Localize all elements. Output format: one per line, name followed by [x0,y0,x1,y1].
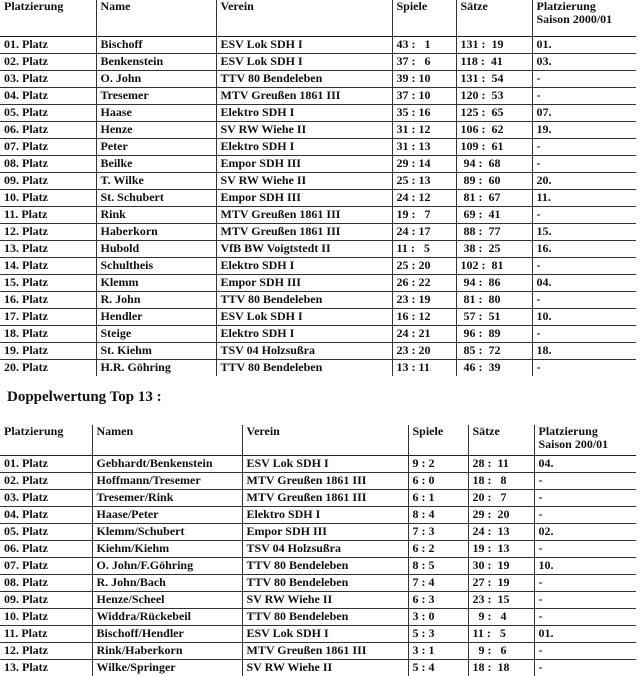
cell-verein: MTV Greußen 1861 III [216,87,392,104]
cell-saetze: 19 : 13 [468,540,534,557]
cell-saetze: 96 : 89 [456,325,532,342]
cell-vorjahr: 04. [534,455,636,472]
cell-verein: TTV 80 Bendeleben [216,291,392,308]
cell-vorjahr: 18. [532,342,636,359]
cell-saetze: 102 : 81 [456,257,532,274]
cell-verein: Elektro SDH I [242,506,408,523]
cell-platzierung: 17. Platz [0,308,96,325]
cell-verein: Elektro SDH I [216,104,392,121]
cell-name: H.R. Göhring [96,359,216,376]
cell-name: Tresemer/Rink [92,489,242,506]
cell-name: Benkenstein [96,53,216,70]
table-row [0,625,636,642]
cell-vorjahr: 20. [532,172,636,189]
header-vorjahr-line2: Saison 2000/01 [536,12,613,26]
cell-platzierung: 10. Platz [0,189,96,206]
doppel-ranking-table [0,425,636,676]
header-namen: Namen [92,425,242,455]
cell-saetze: 30 : 19 [468,557,534,574]
cell-spiele: 37 : 10 [392,87,456,104]
table-row [0,240,636,257]
table-row [0,574,636,591]
cell-spiele: 26 : 22 [392,274,456,291]
cell-vorjahr: - [534,489,636,506]
cell-saetze: 11 : 5 [468,625,534,642]
cell-vorjahr: - [532,206,636,223]
cell-spiele: 37 : 6 [392,53,456,70]
table-row [0,506,636,523]
cell-spiele: 6 : 0 [408,472,468,489]
cell-spiele: 19 : 7 [392,206,456,223]
cell-vorjahr: 01. [532,36,636,53]
header-platzierung: Platzierung [0,425,92,455]
cell-name: Henze/Scheel [92,591,242,608]
cell-platzierung: 19. Platz [0,342,96,359]
cell-name: St. Schubert [96,189,216,206]
cell-name: R. John/Bach [92,574,242,591]
table-row [0,87,636,104]
doppel-ranking-body [0,455,636,676]
cell-name: Hoffmann/Tresemer [92,472,242,489]
cell-platzierung: 13. Platz [0,240,96,257]
cell-vorjahr: - [532,70,636,87]
cell-saetze: 27 : 19 [468,574,534,591]
cell-saetze: 9 : 4 [468,608,534,625]
cell-platzierung: 03. Platz [0,489,92,506]
cell-saetze: 24 : 13 [468,523,534,540]
cell-vorjahr: 11. [532,189,636,206]
cell-name: Rink [96,206,216,223]
cell-spiele: 9 : 2 [408,455,468,472]
cell-platzierung: 09. Platz [0,591,92,608]
cell-name: Haberkorn [96,223,216,240]
cell-platzierung: 12. Platz [0,642,92,659]
cell-name: Bischoff [96,36,216,53]
cell-spiele: 3 : 0 [408,608,468,625]
cell-platzierung: 20. Platz [0,359,96,376]
header-vorjahr [532,0,636,36]
cell-verein: ESV Lok SDH I [216,36,392,53]
cell-vorjahr: - [534,642,636,659]
cell-platzierung: 06. Platz [0,540,92,557]
cell-saetze: 9 : 6 [468,642,534,659]
cell-spiele: 23 : 20 [392,342,456,359]
cell-platzierung: 01. Platz [0,36,96,53]
cell-platzierung: 07. Platz [0,557,92,574]
cell-saetze: 46 : 39 [456,359,532,376]
cell-vorjahr: - [534,540,636,557]
header-name: Name [96,0,216,36]
doppel-section-title: Doppelwertung Top 13 : [7,389,162,405]
cell-spiele: 39 : 10 [392,70,456,87]
table-row [0,104,636,121]
header-spiele: Spiele [408,425,468,455]
cell-verein: MTV Greußen 1861 III [216,223,392,240]
cell-saetze: 131 : 19 [456,36,532,53]
cell-spiele: 24 : 17 [392,223,456,240]
cell-name: O. John [96,70,216,87]
cell-name: R. John [96,291,216,308]
cell-name: Gebhardt/Benkenstein [92,455,242,472]
cell-verein: Empor SDH III [242,523,408,540]
cell-vorjahr: - [534,472,636,489]
cell-saetze: 81 : 80 [456,291,532,308]
cell-name: Bischoff/Hendler [92,625,242,642]
cell-spiele: 31 : 13 [392,138,456,155]
header-platzierung: Platzierung [0,0,96,36]
table-row [0,223,636,240]
cell-name: Peter [96,138,216,155]
cell-saetze: 106 : 62 [456,121,532,138]
cell-name: Hubold [96,240,216,257]
cell-spiele: 13 : 11 [392,359,456,376]
header-verein: Verein [216,0,392,36]
cell-saetze: 89 : 60 [456,172,532,189]
cell-verein: TTV 80 Bendeleben [216,70,392,87]
cell-spiele: 24 : 21 [392,325,456,342]
cell-saetze: 18 : 18 [468,659,534,676]
cell-verein: TTV 80 Bendeleben [242,557,408,574]
cell-vorjahr: 04. [532,274,636,291]
cell-vorjahr: - [532,155,636,172]
cell-spiele: 43 : 1 [392,36,456,53]
table-row [0,155,636,172]
cell-platzierung: 11. Platz [0,206,96,223]
cell-verein: Elektro SDH I [216,257,392,274]
cell-vorjahr: 19. [532,121,636,138]
cell-name: O. John/F.Göhring [92,557,242,574]
cell-platzierung: 04. Platz [0,87,96,104]
cell-platzierung: 02. Platz [0,53,96,70]
cell-vorjahr: 15. [532,223,636,240]
cell-platzierung: 06. Platz [0,121,96,138]
table-row [0,257,636,274]
header-spiele: Spiele [392,0,456,36]
table-row [0,291,636,308]
table-row [0,342,636,359]
cell-verein: MTV Greußen 1861 III [216,206,392,223]
table-row [0,308,636,325]
cell-vorjahr: - [534,591,636,608]
table-row [0,489,636,506]
cell-saetze: 20 : 7 [468,489,534,506]
cell-vorjahr: - [534,608,636,625]
cell-saetze: 38 : 25 [456,240,532,257]
cell-saetze: 23 : 15 [468,591,534,608]
table-row [0,557,636,574]
header-saetze: Sätze [468,425,534,455]
cell-platzierung: 04. Platz [0,506,92,523]
table-row [0,659,636,676]
table-row [0,36,636,53]
table-row [0,138,636,155]
cell-verein: ESV Lok SDH I [216,53,392,70]
table-row [0,472,636,489]
cell-spiele: 25 : 13 [392,172,456,189]
cell-name: Haase [96,104,216,121]
cell-spiele: 6 : 3 [408,591,468,608]
cell-saetze: 94 : 86 [456,274,532,291]
cell-spiele: 25 : 20 [392,257,456,274]
header-saetze: Sätze [456,0,532,36]
cell-vorjahr: 16. [532,240,636,257]
table-row [0,591,636,608]
cell-name: Rink/Haberkorn [92,642,242,659]
cell-platzierung: 18. Platz [0,325,96,342]
cell-saetze: 57 : 51 [456,308,532,325]
table-header-row [0,0,636,36]
cell-spiele: 6 : 1 [408,489,468,506]
cell-saetze: 81 : 67 [456,189,532,206]
cell-spiele: 24 : 12 [392,189,456,206]
einzel-ranking-body [0,36,636,376]
cell-vorjahr: - [536,359,541,374]
table-row [0,608,636,625]
cell-platzierung: 01. Platz [0,455,92,472]
cell-vorjahr: - [538,659,543,674]
cell-vorjahr: - [532,87,636,104]
cell-spiele: 35 : 16 [392,104,456,121]
cell-platzierung: 09. Platz [0,172,96,189]
cell-vorjahr: 10. [534,557,636,574]
cell-verein: Elektro SDH I [216,325,392,342]
cell-verein: SV RW Wiehe II [216,172,392,189]
cell-spiele: 7 : 3 [408,523,468,540]
cell-vorjahr: 02. [534,523,636,540]
cell-verein: MTV Greußen 1861 III [242,489,408,506]
cell-name: St. Kiehm [96,342,216,359]
cell-verein: TTV 80 Bendeleben [242,608,408,625]
cell-platzierung: 02. Platz [0,472,92,489]
cell-name: Klemm/Schubert [92,523,242,540]
cell-platzierung: 05. Platz [0,523,92,540]
cell-spiele: 29 : 14 [392,155,456,172]
table-row [0,206,636,223]
cell-platzierung: 14. Platz [0,257,96,274]
cell-saetze: 88 : 77 [456,223,532,240]
cell-vorjahr: 10. [532,308,636,325]
cell-saetze: 28 : 11 [468,455,534,472]
cell-verein: Elektro SDH I [216,138,392,155]
cell-spiele: 3 : 1 [408,642,468,659]
cell-vorjahr: - [534,506,636,523]
cell-platzierung: 15. Platz [0,274,96,291]
cell-name: Wilke/Springer [92,659,242,676]
cell-spiele: 8 : 5 [408,557,468,574]
cell-saetze: 18 : 8 [468,472,534,489]
cell-platzierung: 08. Platz [0,155,96,172]
cell-name: Schultheis [96,257,216,274]
cell-name: Hendler [96,308,216,325]
cell-platzierung: 08. Platz [0,574,92,591]
table-row [0,53,636,70]
cell-name: Haase/Peter [92,506,242,523]
cell-spiele: 7 : 4 [408,574,468,591]
table-row [0,540,636,557]
cell-verein: Empor SDH III [216,189,392,206]
table-row [0,642,636,659]
cell-spiele: 31 : 12 [392,121,456,138]
table-row [0,189,636,206]
cell-verein: ESV Lok SDH I [242,455,408,472]
cell-saetze: 131 : 54 [456,70,532,87]
cell-vorjahr: - [532,291,636,308]
cell-vorjahr: - [532,257,636,274]
table-row [0,325,636,342]
table-row [0,523,636,540]
cell-vorjahr: - [532,138,636,155]
cell-spiele: 16 : 12 [392,308,456,325]
cell-saetze: 29 : 20 [468,506,534,523]
cell-name: T. Wilke [96,172,216,189]
header-verein: Verein [242,425,408,455]
cell-verein: TTV 80 Bendeleben [216,359,392,376]
table-row [0,274,636,291]
cell-verein: SV RW Wiehe II [242,659,408,676]
table-row [0,121,636,138]
cell-name: Tresemer [96,87,216,104]
table-row [0,70,636,87]
cell-name: Klemm [96,274,216,291]
cell-spiele: 11 : 5 [392,240,456,257]
cell-saetze: 94 : 68 [456,155,532,172]
header-vorjahr [534,425,636,455]
cell-verein: TTV 80 Bendeleben [242,574,408,591]
header-vorjahr-line1: Platzierung [536,0,596,13]
cell-vorjahr: 03. [532,53,636,70]
cell-name: Henze [96,121,216,138]
cell-platzierung: 11. Platz [0,625,92,642]
cell-verein: MTV Greußen 1861 III [242,642,408,659]
cell-vorjahr: 01. [534,625,636,642]
cell-platzierung: 07. Platz [0,138,96,155]
cell-verein: Empor SDH III [216,274,392,291]
cell-vorjahr: - [534,574,636,591]
cell-platzierung: 13. Platz [0,659,92,676]
cell-verein: ESV Lok SDH I [242,625,408,642]
cell-platzierung: 05. Platz [0,104,96,121]
cell-saetze: 69 : 41 [456,206,532,223]
cell-spiele: 6 : 2 [408,540,468,557]
table-row [0,359,636,376]
cell-saetze: 85 : 72 [456,342,532,359]
cell-spiele: 23 : 19 [392,291,456,308]
cell-saetze: 120 : 53 [456,87,532,104]
table-header-row [0,425,636,455]
cell-verein: SV RW Wiehe II [216,121,392,138]
cell-spiele: 8 : 4 [408,506,468,523]
cell-name: Widdra/Rückebeil [92,608,242,625]
table-row [0,455,636,472]
cell-platzierung: 16. Platz [0,291,96,308]
cell-platzierung: 03. Platz [0,70,96,87]
cell-name: Kiehm/Kiehm [92,540,242,557]
cell-platzierung: 12. Platz [0,223,96,240]
header-vorjahr-line2: Saison 200/01 [538,437,609,451]
cell-verein: ESV Lok SDH I [216,308,392,325]
cell-verein: Empor SDH III [216,155,392,172]
cell-verein: MTV Greußen 1861 III [242,472,408,489]
header-vorjahr-line1: Platzierung [538,425,598,438]
cell-spiele: 5 : 4 [408,659,468,676]
cell-saetze: 109 : 61 [456,138,532,155]
cell-saetze: 118 : 41 [456,53,532,70]
cell-verein: TSV 04 Holzsußra [216,342,392,359]
cell-verein: SV RW Wiehe II [242,591,408,608]
cell-spiele: 5 : 3 [408,625,468,642]
cell-platzierung: 10. Platz [0,608,92,625]
cell-vorjahr: - [532,325,636,342]
cell-name: Beilke [96,155,216,172]
table-row [0,172,636,189]
cell-saetze: 125 : 65 [456,104,532,121]
cell-verein: TSV 04 Holzsußra [242,540,408,557]
cell-name: Steige [96,325,216,342]
cell-verein: VfB BW Voigtstedt II [216,240,392,257]
cell-vorjahr: 07. [532,104,636,121]
